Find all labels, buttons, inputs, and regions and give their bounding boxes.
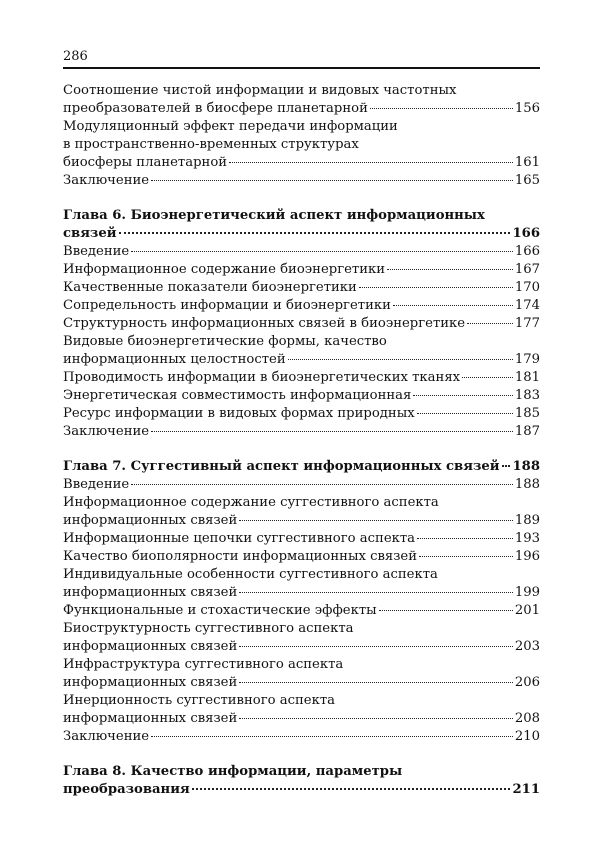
toc-line bbox=[63, 512, 540, 530]
toc-page-number: 167 bbox=[514, 262, 540, 277]
toc-entry-title: преобразования bbox=[63, 782, 190, 797]
dot-leader bbox=[288, 359, 513, 360]
toc-entry[interactable] bbox=[63, 82, 540, 118]
toc-page-number: 181 bbox=[514, 370, 540, 385]
toc-entry[interactable] bbox=[63, 728, 540, 746]
toc-line bbox=[63, 82, 540, 100]
toc-entry-title: Глава 6. Биоэнергетический аспект информационных bbox=[63, 208, 485, 223]
toc-page-number: 177 bbox=[514, 316, 540, 331]
toc-entry-title: информационных связей bbox=[63, 711, 238, 726]
toc-line bbox=[63, 728, 540, 746]
toc-entry[interactable] bbox=[63, 118, 540, 172]
toc-entry[interactable] bbox=[63, 656, 540, 692]
dot-leader bbox=[192, 788, 511, 790]
toc-entry[interactable] bbox=[63, 530, 540, 548]
toc-line bbox=[63, 100, 540, 118]
toc-entry[interactable] bbox=[63, 172, 540, 190]
toc-page-number: 166 bbox=[514, 244, 540, 259]
toc-page-number: 193 bbox=[514, 531, 540, 546]
toc-page-number: 211 bbox=[512, 782, 540, 797]
dot-leader bbox=[119, 232, 511, 234]
toc-entry-title: Глава 7. Суггестивный аспект информационных связей bbox=[63, 459, 500, 474]
dot-leader bbox=[151, 180, 513, 181]
toc-line bbox=[63, 261, 540, 279]
dot-leader bbox=[379, 610, 513, 611]
section-gap bbox=[63, 746, 540, 763]
toc-page-number: 161 bbox=[514, 155, 540, 170]
toc-line bbox=[63, 387, 540, 405]
toc-entry-title: Информационное содержание биоэнергетики bbox=[63, 262, 386, 277]
toc-entry[interactable] bbox=[63, 369, 540, 387]
toc-entry-title: Индивидуальные особенности суггестивного аспекта bbox=[63, 567, 438, 582]
toc-entry[interactable] bbox=[63, 548, 540, 566]
toc-entry[interactable] bbox=[63, 602, 540, 620]
toc-page-number: 183 bbox=[514, 388, 540, 403]
toc-page-number: 188 bbox=[514, 477, 540, 492]
toc-line bbox=[63, 656, 540, 674]
toc-line bbox=[63, 476, 540, 494]
toc-line bbox=[63, 315, 540, 333]
toc-entry-title: Качество биополярности информационных связей bbox=[63, 549, 417, 564]
table-of-contents bbox=[63, 82, 540, 799]
toc-entry-title: Функциональные и стохастические эффекты bbox=[63, 603, 377, 618]
toc-entry-title: Соотношение чистой информации и видовых частотных bbox=[63, 83, 457, 98]
dot-leader bbox=[462, 377, 513, 378]
toc-page-number: 196 bbox=[514, 549, 540, 564]
toc-line bbox=[63, 297, 540, 315]
toc-line bbox=[63, 494, 540, 512]
toc-entry-title: Заключение bbox=[63, 424, 150, 439]
dot-leader bbox=[370, 108, 513, 109]
toc-entry-title: в пространственно-временных структурах bbox=[63, 137, 359, 152]
toc-line bbox=[63, 351, 540, 369]
toc-page-number: 187 bbox=[514, 424, 540, 439]
toc-line bbox=[63, 530, 540, 548]
toc-line bbox=[63, 584, 540, 602]
toc-chapter-entry[interactable] bbox=[63, 207, 540, 243]
toc-line bbox=[63, 674, 540, 692]
toc-entry-title: Глава 8. Качество информации, параметры bbox=[63, 764, 403, 779]
toc-page-number: 201 bbox=[514, 603, 540, 618]
dot-leader bbox=[131, 251, 513, 252]
toc-entry-title: информационных связей bbox=[63, 513, 238, 528]
toc-entry[interactable] bbox=[63, 423, 540, 441]
toc-entry[interactable] bbox=[63, 405, 540, 423]
dot-leader bbox=[502, 465, 511, 467]
toc-page-number: 165 bbox=[514, 173, 540, 188]
toc-page-number: 203 bbox=[514, 639, 540, 654]
toc-line bbox=[63, 602, 540, 620]
toc-entry-title: информационных связей bbox=[63, 675, 238, 690]
toc-entry[interactable] bbox=[63, 692, 540, 728]
dot-leader bbox=[467, 323, 513, 324]
toc-page-number: 156 bbox=[514, 101, 540, 116]
toc-entry-title: Информационные цепочки суггестивного аспекта bbox=[63, 531, 416, 546]
toc-entry-title: Заключение bbox=[63, 729, 150, 744]
toc-entry[interactable] bbox=[63, 297, 540, 315]
toc-page-number: 174 bbox=[514, 298, 540, 313]
dot-leader bbox=[393, 305, 513, 306]
toc-page-number: 185 bbox=[514, 406, 540, 421]
toc-entry-title: Введение bbox=[63, 477, 130, 492]
toc-entry-title: информационных связей bbox=[63, 585, 238, 600]
toc-line bbox=[63, 710, 540, 728]
toc-entry-title: Модуляционный эффект передачи информации bbox=[63, 119, 398, 134]
dot-leader bbox=[387, 269, 513, 270]
header-rule bbox=[63, 67, 540, 69]
toc-page-number: 179 bbox=[514, 352, 540, 367]
toc-line bbox=[63, 243, 540, 261]
toc-page-number: 166 bbox=[512, 226, 540, 241]
toc-line bbox=[63, 154, 540, 172]
toc-line bbox=[63, 566, 540, 584]
toc-line bbox=[63, 369, 540, 387]
toc-page-number: 208 bbox=[514, 711, 540, 726]
toc-entry-title: Заключение bbox=[63, 173, 150, 188]
toc-entry[interactable] bbox=[63, 494, 540, 530]
toc-entry-title: Биоструктурность суггестивного аспекта bbox=[63, 621, 354, 636]
dot-leader bbox=[417, 413, 513, 414]
toc-page-number: 189 bbox=[514, 513, 540, 528]
toc-entry-title: связей bbox=[63, 226, 117, 241]
toc-line bbox=[63, 279, 540, 297]
dot-leader bbox=[239, 592, 513, 593]
toc-entry-title: Энергетическая совместимость информационная bbox=[63, 388, 412, 403]
toc-line bbox=[63, 405, 540, 423]
toc-line bbox=[63, 172, 540, 190]
toc-entry[interactable] bbox=[63, 566, 540, 602]
toc-page-number: 188 bbox=[512, 459, 540, 474]
dot-leader bbox=[151, 736, 513, 737]
toc-line bbox=[63, 118, 540, 136]
dot-leader bbox=[239, 682, 513, 683]
dot-leader bbox=[239, 520, 513, 521]
section-gap bbox=[63, 441, 540, 458]
toc-entry-title: Качественные показатели биоэнергетики bbox=[63, 280, 357, 295]
toc-line bbox=[63, 638, 540, 656]
toc-entry-title: Инерционность суггестивного аспекта bbox=[63, 693, 335, 708]
toc-chapter-entry[interactable] bbox=[63, 458, 540, 476]
toc-entry[interactable] bbox=[63, 243, 540, 261]
toc-entry[interactable] bbox=[63, 387, 540, 405]
toc-entry-title: Введение bbox=[63, 244, 130, 259]
dot-leader bbox=[417, 538, 513, 539]
toc-chapter-entry[interactable] bbox=[63, 763, 540, 799]
dot-leader bbox=[239, 646, 513, 647]
toc-line bbox=[63, 458, 540, 476]
toc-entry-title: Инфраструктура суггестивного аспекта bbox=[63, 657, 344, 672]
toc-entry[interactable] bbox=[63, 315, 540, 333]
toc-entry-title: Структурность информационных связей в биоэнергетике bbox=[63, 316, 466, 331]
toc-entry-title: Информационное содержание суггестивного аспекта bbox=[63, 495, 439, 510]
toc-entry-title: Видовые биоэнергетические формы, качество bbox=[63, 334, 387, 349]
page-number: 286 bbox=[63, 49, 88, 64]
dot-leader bbox=[419, 556, 513, 557]
dot-leader bbox=[229, 162, 513, 163]
toc-line bbox=[63, 136, 540, 154]
dot-leader bbox=[151, 431, 513, 432]
toc-entry[interactable] bbox=[63, 261, 540, 279]
toc-line bbox=[63, 781, 540, 799]
toc-entry[interactable] bbox=[63, 279, 540, 297]
toc-line bbox=[63, 763, 540, 781]
toc-entry[interactable] bbox=[63, 476, 540, 494]
toc-line bbox=[63, 692, 540, 710]
dot-leader bbox=[413, 395, 512, 396]
toc-entry-title: биосферы планетарной bbox=[63, 155, 228, 170]
toc-page-number: 210 bbox=[514, 729, 540, 744]
toc-entry-title: Ресурс информации в видовых формах природных bbox=[63, 406, 415, 421]
toc-entry-title: информационных связей bbox=[63, 639, 238, 654]
toc-line bbox=[63, 333, 540, 351]
toc-entry-title: информационных целостностей bbox=[63, 352, 286, 367]
toc-entry[interactable] bbox=[63, 333, 540, 369]
dot-leader bbox=[359, 287, 513, 288]
dot-leader bbox=[131, 484, 513, 485]
toc-entry-title: Сопредельность информации и биоэнергетики bbox=[63, 298, 391, 313]
section-gap bbox=[63, 190, 540, 207]
toc-page-number: 206 bbox=[514, 675, 540, 690]
toc-page-number: 199 bbox=[514, 585, 540, 600]
toc-page-number: 170 bbox=[514, 280, 540, 295]
dot-leader bbox=[239, 718, 513, 719]
toc-line bbox=[63, 207, 540, 225]
toc-line bbox=[63, 548, 540, 566]
toc-entry-title: Проводимость информации в биоэнергетических тканях bbox=[63, 370, 461, 385]
toc-line bbox=[63, 620, 540, 638]
toc-line bbox=[63, 423, 540, 441]
toc-entry-title: преобразователей в биосфере планетарной bbox=[63, 101, 368, 116]
toc-entry[interactable] bbox=[63, 620, 540, 656]
toc-line bbox=[63, 225, 540, 243]
